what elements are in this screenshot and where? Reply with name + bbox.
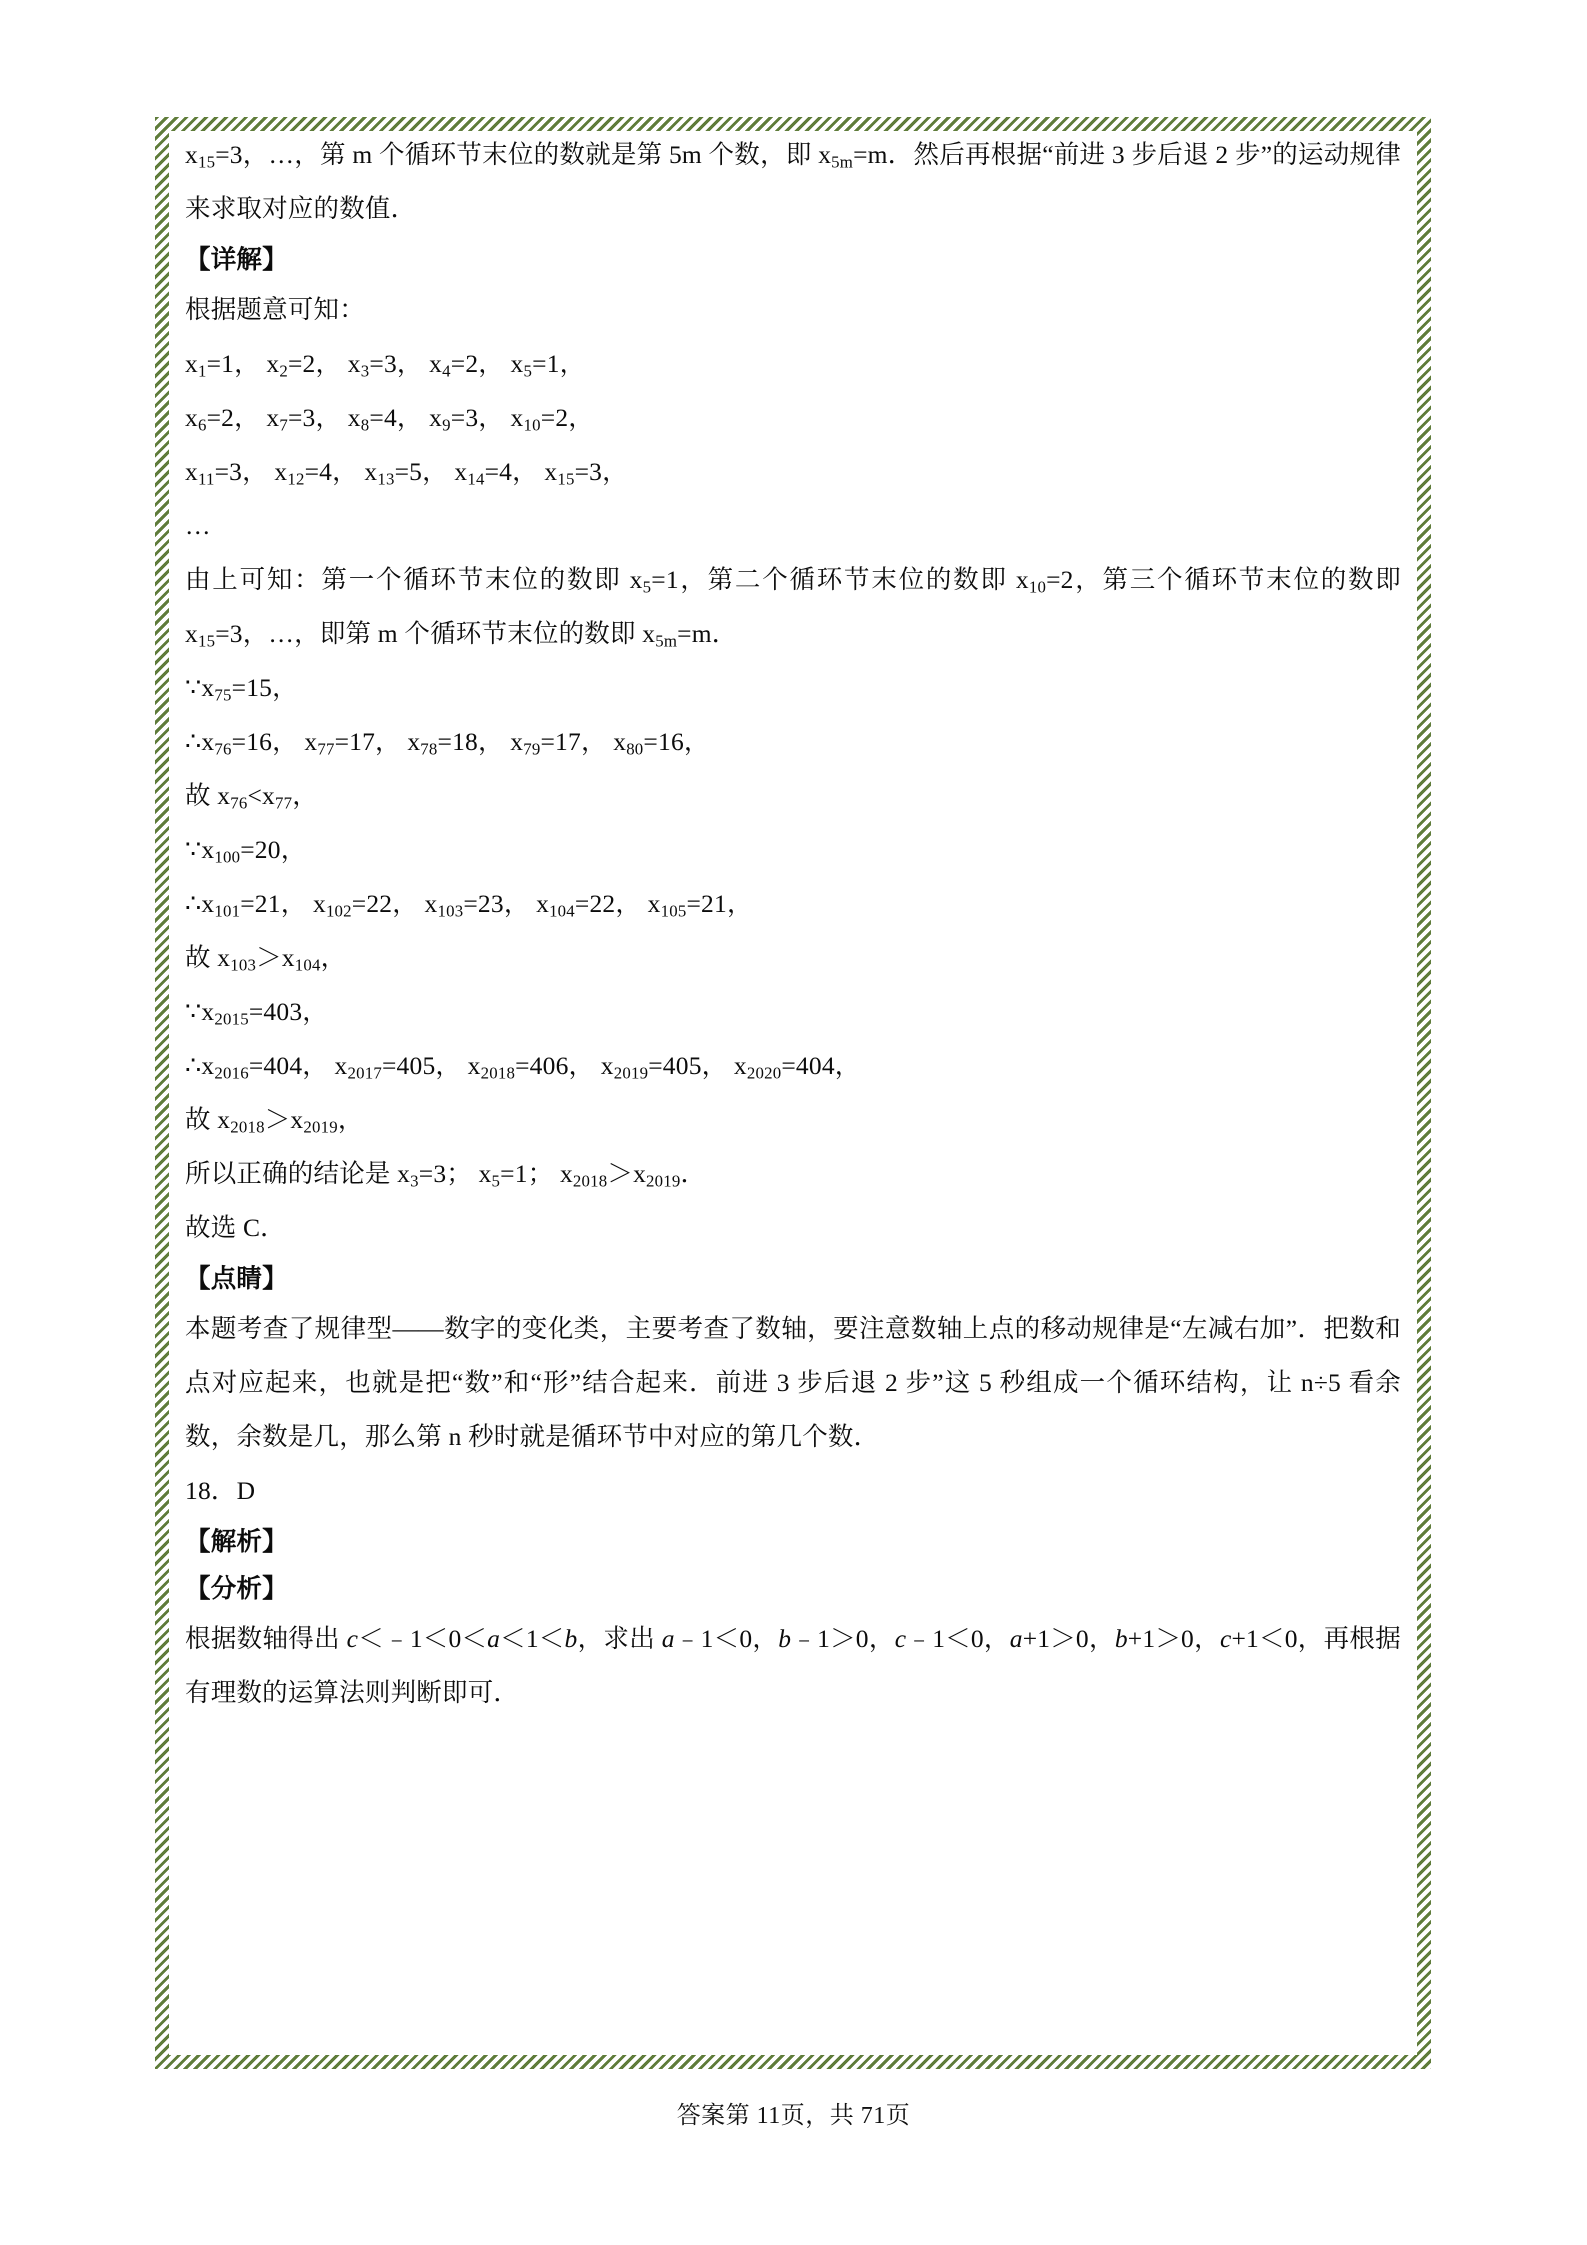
text-run: =21， (686, 889, 753, 918)
text-run: =3； x (418, 1159, 492, 1188)
text-run: ∴x (185, 889, 215, 918)
text-run: =2， x (287, 349, 361, 378)
text-line-heading-fenxi (185, 1565, 1401, 1612)
subscript: 5 (642, 577, 652, 597)
text-run: =18， x (437, 727, 524, 756)
math-variable: a (487, 1624, 501, 1653)
text-run: =405， x (648, 1051, 747, 1080)
text-run: =2，第三个循环节末位的数即 x (185, 565, 1402, 648)
subscript: 102 (325, 901, 352, 921)
text-run: ＞x (256, 943, 295, 972)
text-run: 故 x (185, 1105, 231, 1134)
text-run: =3，…，即第 m 个循环节末位的数即 x (215, 619, 656, 648)
text-run: 根据题意可知： (185, 295, 365, 324)
text-run: =1； x (500, 1159, 573, 1188)
text-run: =m． (677, 619, 738, 648)
text-run: +1＜0，再根据有理数的运算法则判断即可． (185, 1624, 1401, 1707)
subscript: 2015 (214, 1009, 249, 1029)
text-run: =16， x (231, 727, 318, 756)
text-run: =1， x (206, 349, 280, 378)
text-run: ∵x (185, 835, 215, 864)
subscript: 105 (660, 901, 687, 921)
subscript: 104 (549, 901, 575, 921)
text-run: ＞x (264, 1105, 304, 1134)
text-run: =404， (781, 1051, 861, 1080)
text-line-seq-11-15 (185, 445, 1401, 499)
subscript: 15 (197, 631, 216, 651)
text-line-therefore-x76-x80 (185, 715, 1401, 769)
subscript: 2019 (646, 1171, 681, 1191)
text-run: ∴x (185, 727, 215, 756)
text-run: =2， (540, 403, 594, 432)
math-variable: c (1219, 1624, 1232, 1653)
text-line-because-x75 (185, 661, 1401, 715)
text-run: ﹣1＜0， (906, 1624, 1010, 1653)
text-run: ∴x (185, 1051, 215, 1080)
text-line-seq-6-10 (185, 391, 1401, 445)
text-run: =2， x (206, 403, 280, 432)
text-run: =3， x (450, 403, 524, 432)
subscript: 5 (491, 1171, 501, 1191)
math-variable: b (564, 1624, 578, 1653)
text-run: ﹣1＜0， (674, 1624, 779, 1653)
text-run: 本题考查了规律型——数字的变化类，主要考查了数轴，要注意数轴上点的移动规律是“左减右加”．把数和点对应起来，也就是把“数”和“形”结合起来．前进 3 步后退 2 步”这 5 秒组成一个循环结构，让 n÷5 看余数，余数是几，那么第 n 秒时就是循环节中对应的第几个数． (185, 1314, 1401, 1451)
text-run: 【解析】 (185, 1527, 288, 1556)
subscript: 2 (279, 361, 288, 381)
text-line-analysis-tail (185, 128, 1401, 236)
text-line-dianjing-body (185, 1302, 1401, 1464)
text-run: x (185, 457, 198, 486)
text-run: =21， x (240, 889, 326, 918)
text-run: 故 x (185, 943, 231, 972)
subscript: 77 (317, 739, 335, 759)
text-run: =405， x (381, 1051, 481, 1080)
subscript: 103 (437, 901, 464, 921)
subscript: 103 (230, 955, 257, 975)
text-run: =404， x (248, 1051, 348, 1080)
subscript: 76 (230, 793, 248, 813)
text-run: =17， x (540, 727, 627, 756)
text-run: =1， (532, 349, 586, 378)
subscript: 8 (360, 415, 370, 435)
text-run: =3， x (214, 457, 288, 486)
subscript: 101 (214, 901, 241, 921)
subscript: 104 (294, 955, 321, 975)
text-line-heading-jiexi (185, 1518, 1401, 1565)
subscript: 14 (467, 469, 485, 489)
subscript: 2018 (230, 1117, 265, 1137)
subscript: 2019 (303, 1117, 338, 1137)
subscript: 15 (197, 152, 216, 172)
subscript: 2019 (613, 1063, 649, 1083)
text-run: ， (320, 943, 347, 972)
text-line-seq-1-5 (185, 337, 1401, 391)
subscript: 1 (197, 361, 207, 381)
text-line-therefore-x2016-x2020 (185, 1039, 1401, 1093)
text-run: ． (680, 1159, 707, 1188)
text-run: =5， x (394, 457, 468, 486)
text-run: =3， (574, 457, 628, 486)
text-run: =3， x (369, 349, 443, 378)
text-run: =15， (231, 673, 298, 702)
text-line-gu-x2018-gt-x2019 (185, 1093, 1401, 1147)
text-run: x (185, 349, 198, 378)
text-run: ∵x (185, 997, 215, 1026)
subscript: 75 (214, 685, 232, 705)
text-run: ， (292, 781, 318, 810)
text-run: ，求出 (577, 1624, 662, 1653)
math-variable: b (1114, 1624, 1128, 1653)
text-line-because-x100 (185, 823, 1401, 877)
text-run: =22， x (574, 889, 661, 918)
text-run: =4， x (369, 403, 443, 432)
text-line-therefore-x101-x105 (185, 877, 1401, 931)
text-run: +1＞0， (1022, 1624, 1115, 1653)
text-line-heading-xiangjie (185, 236, 1401, 283)
subscript: 2016 (214, 1063, 249, 1083)
text-run: <x (247, 781, 275, 810)
document-body (169, 128, 1417, 1720)
text-line-ellipsis (185, 499, 1401, 553)
text-run: 由上可知：第一个循环节末位的数即 x (185, 565, 643, 594)
math-variable: b (778, 1624, 792, 1653)
text-run: 【详解】 (185, 245, 288, 274)
subscript: 3 (360, 361, 370, 381)
text-run: =406， x (515, 1051, 614, 1080)
text-run: =4， x (304, 457, 378, 486)
text-run: =16， (643, 727, 710, 756)
text-line-gu-x76-lt-x77 (185, 769, 1401, 823)
text-run: =4， x (484, 457, 558, 486)
text-run: ， (337, 1105, 364, 1134)
subscript: 2020 (746, 1063, 782, 1083)
text-run: =17， x (334, 727, 421, 756)
subscript: 13 (377, 469, 395, 489)
text-run: 【点睛】 (185, 1264, 288, 1293)
subscript: 2018 (480, 1063, 516, 1083)
math-variable: a (1009, 1624, 1023, 1653)
text-line-gu-x103-gt-x104 (185, 931, 1401, 985)
text-run: 故 x (185, 781, 231, 810)
math-variable: c (894, 1624, 907, 1653)
text-run: x (185, 140, 198, 169)
text-line-guxuan-c (185, 1201, 1401, 1255)
text-run: ∵x (185, 673, 215, 702)
text-run: =20， (240, 835, 307, 864)
text-run: … (185, 511, 213, 540)
text-run: +1＞0， (1127, 1624, 1220, 1653)
text-line-correct-conclusion (185, 1147, 1401, 1201)
text-run: =3， x (287, 403, 361, 432)
text-run: 【分析】 (185, 1574, 288, 1603)
text-run: =1，第二个循环节末位的数即 x (651, 565, 1029, 594)
text-run: 故选 C． (185, 1213, 286, 1242)
text-run: 18．D (185, 1476, 256, 1505)
math-variable: a (661, 1624, 675, 1653)
subscript: 2018 (572, 1171, 608, 1191)
subscript: 5m (831, 152, 854, 172)
text-run: 根据数轴得出 (185, 1624, 347, 1653)
subscript: 4 (442, 361, 451, 381)
subscript: 100 (214, 847, 241, 867)
text-run: ﹣1＞0， (791, 1624, 895, 1653)
text-run: =m．然后再根据“前进 3 步后退 2 步”的运动规律来求取对应的数值． (185, 140, 1401, 223)
text-line-because-x2015 (185, 985, 1401, 1039)
text-line-genju-tiyi (185, 283, 1401, 337)
subscript: 80 (626, 739, 644, 759)
subscript: 77 (275, 793, 293, 813)
text-run: ＞x (607, 1159, 647, 1188)
subscript: 78 (420, 739, 438, 759)
subscript: 12 (287, 469, 305, 489)
text-run: x (185, 403, 198, 432)
text-line-item-18-answer (185, 1464, 1401, 1518)
text-run: =22， x (351, 889, 438, 918)
subscript: 11 (197, 469, 215, 489)
math-variable: c (346, 1624, 359, 1653)
subscript: 3 (410, 1171, 419, 1191)
subscript: 15 (557, 469, 575, 489)
subscript: 10 (1028, 577, 1047, 597)
subscript: 9 (442, 415, 451, 435)
subscript: 7 (279, 415, 288, 435)
subscript: 5m (655, 631, 678, 651)
text-line-youshang-kezhi (185, 553, 1401, 661)
text-run: ＜﹣1＜0＜ (358, 1624, 488, 1653)
subscript: 6 (197, 415, 207, 435)
subscript: 79 (523, 739, 541, 759)
subscript: 5 (523, 361, 533, 381)
text-run: =23， x (463, 889, 550, 918)
subscript: 10 (523, 415, 541, 435)
page-footer: 答案第 11页，共 71页 (676, 2103, 911, 2129)
text-line-fenxi-body (185, 1612, 1401, 1720)
subscript: 2017 (347, 1063, 382, 1083)
text-line-heading-dianjing (185, 1255, 1401, 1302)
subscript: 76 (214, 739, 232, 759)
text-run: =3，…，第 m 个循环节末位的数就是第 5m 个数，即 x (215, 140, 832, 169)
text-run: =403， (248, 997, 328, 1026)
text-run: 所以正确的结论是 x (185, 1159, 411, 1188)
text-run: =2， x (450, 349, 524, 378)
text-run: ＜1＜ (500, 1624, 565, 1653)
